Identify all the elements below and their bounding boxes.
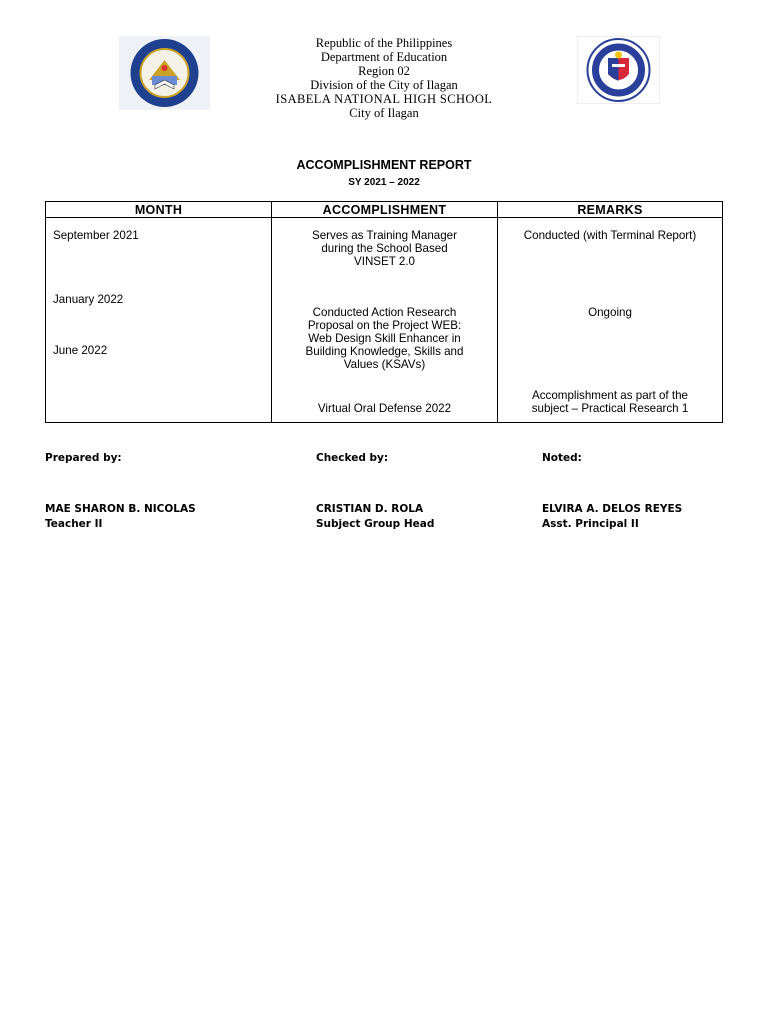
- remark-line: Ongoing: [588, 306, 632, 319]
- remark-ongoing: [498, 306, 722, 319]
- accomplishment-line: VINSET 2.0: [353, 255, 415, 268]
- header-region: Region 02: [358, 64, 410, 78]
- prepared-by-label: Prepared by:: [45, 452, 122, 464]
- header-city: City of Ilagan: [349, 106, 419, 120]
- table-header-row: [46, 202, 723, 218]
- month-june-2022: June 2022: [53, 344, 108, 357]
- checker-name: CRISTIAN D. ROLA: [316, 503, 424, 515]
- remark-practical-research: [498, 389, 722, 415]
- accomplishment-line: during the School Based: [321, 242, 448, 255]
- remark-conducted: [498, 229, 722, 242]
- accomplishment-line: Serves as Training Manager: [312, 229, 457, 242]
- month-cell: [46, 218, 272, 423]
- deped-logo: [577, 36, 660, 104]
- header-school-name: ISABELA NATIONAL HIGH SCHOOL: [275, 92, 493, 106]
- month-september-2021: September 2021: [53, 229, 139, 242]
- noter-position: Asst. Principal II: [542, 518, 639, 530]
- remark-line: Conducted (with Terminal Report): [523, 229, 697, 242]
- report-title: ACCOMPLISHMENT REPORT: [296, 158, 472, 172]
- accomplishment-line: Web Design Skill Enhancer in: [308, 332, 461, 345]
- column-header-accomplishment: ACCOMPLISHMENT: [272, 202, 498, 218]
- column-header-remarks: REMARKS: [498, 202, 723, 218]
- report-school-year: SY 2021 – 2022: [348, 177, 420, 188]
- deped-seal-graphic: [577, 36, 660, 104]
- accomplishment-training-manager: [272, 229, 497, 268]
- remark-line: Accomplishment as part of the: [532, 389, 688, 402]
- checker-position: Subject Group Head: [316, 518, 435, 530]
- header-department: Department of Education: [320, 50, 448, 64]
- remarks-cell: [498, 218, 723, 423]
- accomplishment-table: [45, 201, 723, 423]
- school-seal-graphic: [119, 36, 210, 110]
- month-january-2022: January 2022: [53, 293, 124, 306]
- accomplishment-cell: [272, 218, 498, 423]
- column-header-month: MONTH: [46, 202, 272, 218]
- noter-name: ELVIRA A. DELOS REYES: [542, 503, 683, 515]
- table-row: [46, 218, 723, 423]
- letterhead: [220, 36, 548, 120]
- accomplishment-line: Values (KSAVs): [343, 358, 426, 371]
- header-republic: Republic of the Philippines: [315, 36, 453, 50]
- preparer-position: Teacher II: [45, 518, 103, 530]
- accomplishment-line: Building Knowledge, Skills and: [305, 345, 464, 358]
- preparer-name: MAE SHARON B. NICOLAS: [45, 503, 196, 515]
- accomplishment-line: Virtual Oral Defense 2022: [317, 402, 452, 415]
- accomplishment-oral-defense: [272, 402, 497, 415]
- header-division: Division of the City of Ilagan: [310, 78, 458, 92]
- noted-label: Noted:: [542, 452, 582, 464]
- school-logo: [119, 36, 210, 110]
- accomplishment-action-research: [272, 306, 497, 371]
- checked-by-label: Checked by:: [316, 452, 389, 464]
- accomplishment-line: Conducted Action Research: [312, 306, 457, 319]
- accomplishment-line: Proposal on the Project WEB:: [307, 319, 462, 332]
- remark-line: subject – Practical Research 1: [531, 402, 689, 415]
